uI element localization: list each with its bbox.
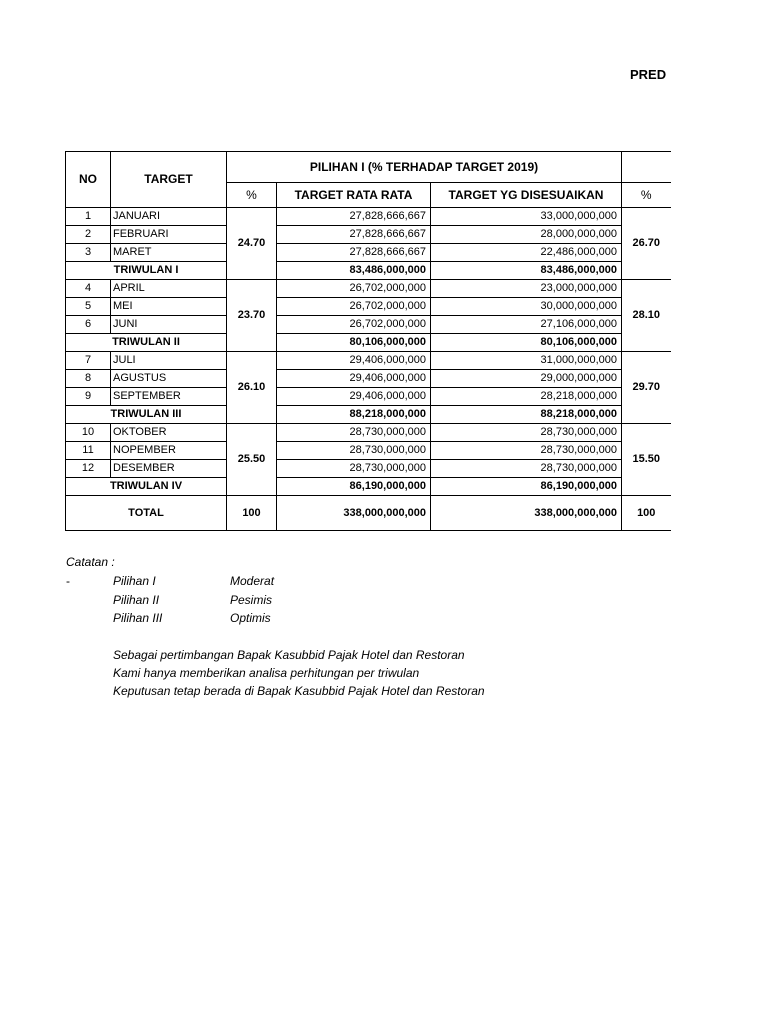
month-no: 7 bbox=[66, 352, 111, 370]
subtotal-disesuaikan: 83,486,000,000 bbox=[431, 262, 622, 280]
subtotal-rata-rata: 80,106,000,000 bbox=[277, 334, 431, 352]
option-name: Pilihan I bbox=[113, 574, 156, 588]
month-no: 12 bbox=[66, 460, 111, 478]
note-paragraph: Keputusan tetap berada di Bapak Kasubbid Pajak Hotel dan Restoran bbox=[113, 684, 485, 698]
subtotal-disesuaikan: 80,106,000,000 bbox=[431, 334, 622, 352]
quarter-pct: 26.10 bbox=[227, 352, 277, 424]
option-name: Pilihan II bbox=[113, 593, 160, 607]
target-disesuaikan-value: 28,000,000,000 bbox=[431, 226, 622, 244]
total-pct-2: 100 bbox=[622, 496, 671, 531]
month-name: DESEMBER bbox=[111, 460, 227, 478]
subtotal-rata-rata: 86,190,000,000 bbox=[277, 478, 431, 496]
total-rata-rata: 338,000,000,000 bbox=[277, 496, 431, 531]
quarter-pct: 23.70 bbox=[227, 280, 277, 352]
total-row bbox=[66, 496, 671, 531]
month-no: 6 bbox=[66, 316, 111, 334]
month-name: SEPTEMBER bbox=[111, 388, 227, 406]
header-pct: % bbox=[227, 183, 277, 208]
subtotal-label: TRIWULAN IV bbox=[66, 478, 227, 496]
target-disesuaikan-value: 28,730,000,000 bbox=[431, 424, 622, 442]
subtotal-label: TRIWULAN II bbox=[66, 334, 227, 352]
notes-bullet: - bbox=[66, 574, 70, 588]
target-disesuaikan-value: 23,000,000,000 bbox=[431, 280, 622, 298]
note-paragraph: Kami hanya memberikan analisa perhitungan per triwulan bbox=[113, 666, 420, 680]
month-no: 2 bbox=[66, 226, 111, 244]
target-rata-rata-value: 29,406,000,000 bbox=[277, 388, 431, 406]
header-target: TARGET bbox=[111, 152, 227, 208]
note-paragraph: Sebagai pertimbangan Bapak Kasubbid Pajak Hotel dan Restoran bbox=[113, 648, 465, 662]
month-name: MEI bbox=[111, 298, 227, 316]
month-name: NOPEMBER bbox=[111, 442, 227, 460]
total-label: TOTAL bbox=[66, 496, 227, 531]
month-no: 4 bbox=[66, 280, 111, 298]
table-row bbox=[66, 280, 671, 298]
option-name: Pilihan III bbox=[113, 611, 163, 625]
total-disesuaikan: 338,000,000,000 bbox=[431, 496, 622, 531]
target-rata-rata-value: 28,730,000,000 bbox=[277, 424, 431, 442]
month-name: OKTOBER bbox=[111, 424, 227, 442]
target-rata-rata-value: 27,828,666,667 bbox=[277, 208, 431, 226]
target-disesuaikan-value: 28,730,000,000 bbox=[431, 460, 622, 478]
month-no: 5 bbox=[66, 298, 111, 316]
notes-title: Catatan : bbox=[66, 555, 115, 569]
month-no: 9 bbox=[66, 388, 111, 406]
target-disesuaikan-value: 27,106,000,000 bbox=[431, 316, 622, 334]
month-no: 3 bbox=[66, 244, 111, 262]
quarter-pct-2: 28.10 bbox=[622, 280, 671, 352]
table-row bbox=[66, 370, 671, 388]
target-rata-rata-value: 28,730,000,000 bbox=[277, 460, 431, 478]
month-name: JUNI bbox=[111, 316, 227, 334]
page-heading: PRED bbox=[630, 67, 667, 82]
subtotal-row bbox=[66, 334, 671, 352]
month-no: 8 bbox=[66, 370, 111, 388]
target-rata-rata-value: 29,406,000,000 bbox=[277, 352, 431, 370]
target-disesuaikan-value: 31,000,000,000 bbox=[431, 352, 622, 370]
target-disesuaikan-value: 22,486,000,000 bbox=[431, 244, 622, 262]
quarter-pct: 24.70 bbox=[227, 208, 277, 280]
target-rata-rata-value: 27,828,666,667 bbox=[277, 244, 431, 262]
quarter-pct-2: 26.70 bbox=[622, 208, 671, 280]
table-row bbox=[66, 208, 671, 226]
quarter-pct-2: 15.50 bbox=[622, 424, 671, 496]
quarter-pct: 25.50 bbox=[227, 424, 277, 496]
table-row bbox=[66, 388, 671, 406]
subtotal-row bbox=[66, 406, 671, 424]
subtotal-rata-rata: 83,486,000,000 bbox=[277, 262, 431, 280]
table-row bbox=[66, 226, 671, 244]
target-rata-rata-value: 26,702,000,000 bbox=[277, 298, 431, 316]
header-target-disesuaikan: TARGET YG DISESUAIKAN bbox=[431, 183, 622, 208]
subtotal-label: TRIWULAN I bbox=[66, 262, 227, 280]
table-row bbox=[66, 424, 671, 442]
option-value: Moderat bbox=[230, 574, 275, 588]
target-disesuaikan-value: 33,000,000,000 bbox=[431, 208, 622, 226]
target-disesuaikan-value: 30,000,000,000 bbox=[431, 298, 622, 316]
header-no: NO bbox=[66, 152, 111, 208]
table-row bbox=[66, 298, 671, 316]
header-target-rata-rata: TARGET RATA RATA bbox=[277, 183, 431, 208]
target-disesuaikan-value: 28,218,000,000 bbox=[431, 388, 622, 406]
table-row bbox=[66, 244, 671, 262]
month-name: JANUARI bbox=[111, 208, 227, 226]
target-disesuaikan-value: 29,000,000,000 bbox=[431, 370, 622, 388]
month-no: 10 bbox=[66, 424, 111, 442]
target-rata-rata-value: 27,828,666,667 bbox=[277, 226, 431, 244]
table-row bbox=[66, 460, 671, 478]
subtotal-rata-rata: 88,218,000,000 bbox=[277, 406, 431, 424]
target-rata-rata-value: 28,730,000,000 bbox=[277, 442, 431, 460]
table-row bbox=[66, 352, 671, 370]
subtotal-disesuaikan: 86,190,000,000 bbox=[431, 478, 622, 496]
subtotal-row bbox=[66, 262, 671, 280]
month-name: JULI bbox=[111, 352, 227, 370]
month-no: 1 bbox=[66, 208, 111, 226]
header-pilihan-group: PILIHAN I (% TERHADAP TARGET 2019) bbox=[227, 152, 622, 183]
month-name: APRIL bbox=[111, 280, 227, 298]
target-rata-rata-value: 29,406,000,000 bbox=[277, 370, 431, 388]
target-disesuaikan-value: 28,730,000,000 bbox=[431, 442, 622, 460]
table-row bbox=[66, 316, 671, 334]
table-row bbox=[66, 442, 671, 460]
subtotal-row bbox=[66, 478, 671, 496]
month-name: AGUSTUS bbox=[111, 370, 227, 388]
month-name: MARET bbox=[111, 244, 227, 262]
header-pct-2: % bbox=[622, 183, 671, 208]
header-blank bbox=[622, 152, 671, 183]
month-name: FEBRUARI bbox=[111, 226, 227, 244]
quarter-pct-2: 29.70 bbox=[622, 352, 671, 424]
target-table bbox=[65, 151, 671, 531]
total-pct: 100 bbox=[227, 496, 277, 531]
subtotal-disesuaikan: 88,218,000,000 bbox=[431, 406, 622, 424]
target-rata-rata-value: 26,702,000,000 bbox=[277, 280, 431, 298]
option-value: Pesimis bbox=[230, 593, 273, 607]
option-value: Optimis bbox=[230, 611, 271, 625]
month-no: 11 bbox=[66, 442, 111, 460]
subtotal-label: TRIWULAN III bbox=[66, 406, 227, 424]
target-rata-rata-value: 26,702,000,000 bbox=[277, 316, 431, 334]
